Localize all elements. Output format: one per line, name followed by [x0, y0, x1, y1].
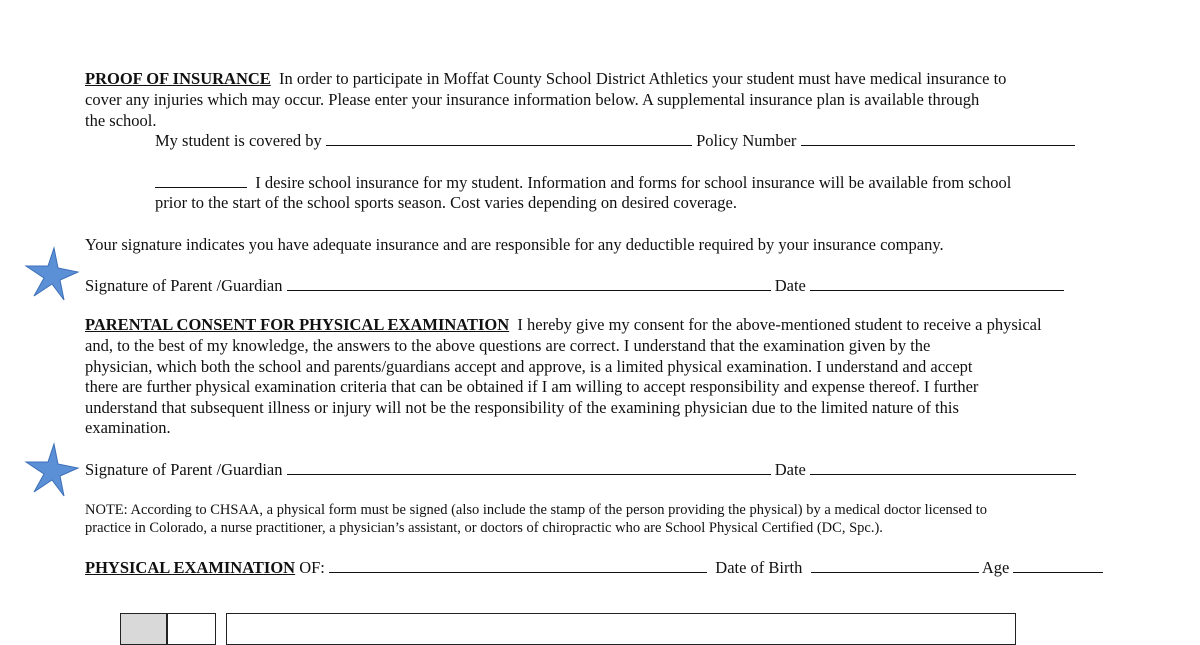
coverage-row	[155, 131, 1075, 151]
school-insurance-checkbox-field[interactable]	[155, 173, 247, 188]
table-cell	[166, 613, 216, 645]
consent-text: understand that subsequent illness or injury will not be the responsibility of the examining physician due to the limited nature of this	[85, 398, 959, 417]
insurance-paragraph-line	[85, 69, 1006, 89]
star-icon	[24, 442, 80, 498]
signature-note: Your signature indicates you have adequate insurance and are responsible for any deductible required by your insurance company.	[85, 235, 944, 254]
insurance-heading: PROOF OF INSURANCE	[85, 69, 271, 88]
school-insurance-text: I desire school insurance for my student. Information and forms for school insurance will be available from school	[255, 173, 1012, 192]
insurance-text: cover any injuries which may occur. Please enter your insurance information below. A supplemental insurance plan is available through	[85, 90, 980, 109]
covered-by-label: My student is covered by	[155, 131, 322, 150]
school-insurance-row	[155, 173, 1011, 193]
consent-signature-field[interactable]	[287, 460, 771, 475]
insurance-signature-row	[85, 276, 1064, 296]
consent-text: physician, which both the school and parents/guardians accept and approve, is a limited physical examination. I understand and accept	[85, 357, 973, 376]
policy-number-field[interactable]	[801, 131, 1075, 146]
table-cell	[226, 613, 1016, 645]
of-label: OF:	[299, 558, 325, 577]
student-name-field[interactable]	[329, 558, 707, 573]
dob-field[interactable]	[811, 558, 979, 573]
signature-label: Signature of Parent /Guardian	[85, 276, 283, 295]
star-icon	[24, 246, 80, 302]
consent-text: there are further physical examination criteria that can be obtained if I am willing to accept responsibility and expense thereof. I further	[85, 377, 979, 396]
table-cell-shaded	[120, 613, 168, 645]
consent-paragraph-line	[85, 315, 1042, 335]
insurance-provider-field[interactable]	[326, 131, 692, 146]
insurance-text: the school.	[85, 111, 157, 130]
insurance-signature-field[interactable]	[287, 276, 771, 291]
insurance-date-field[interactable]	[810, 276, 1064, 291]
consent-text: and, to the best of my knowledge, the answers to the above questions are correct. I understand that the examination given by the	[85, 336, 931, 355]
consent-signature-row	[85, 460, 1076, 480]
consent-text: examination.	[85, 418, 171, 437]
physical-exam-heading: PHYSICAL EXAMINATION	[85, 558, 296, 577]
date-label: Date	[774, 460, 806, 479]
signature-label: Signature of Parent /Guardian	[85, 460, 283, 479]
age-field[interactable]	[1013, 558, 1103, 573]
chsaa-note: practice in Colorado, a nurse practitioner, a physician’s assistant, or doctors of chiropractic who are School Physical Certified (DC, Spc.).	[85, 520, 883, 536]
insurance-text: In order to participate in Moffat County School District Athletics your student must have medical insurance to	[279, 69, 1007, 88]
school-insurance-text: prior to the start of the school sports season. Cost varies depending on desired coverage.	[155, 193, 737, 212]
consent-date-field[interactable]	[810, 460, 1076, 475]
chsaa-note: NOTE: According to CHSAA, a physical form must be signed (also include the stamp of the person providing the physical) by a medical doctor licensed to	[85, 502, 988, 518]
policy-number-label: Policy Number	[696, 131, 797, 150]
physical-exam-row	[85, 558, 1103, 578]
date-label: Date	[774, 276, 806, 295]
consent-text: I hereby give my consent for the above-mentioned student to receive a physical	[517, 315, 1042, 334]
dob-label: Date of Birth	[715, 558, 803, 577]
age-label: Age	[981, 558, 1010, 577]
consent-heading: PARENTAL CONSENT FOR PHYSICAL EXAMINATION	[85, 315, 510, 334]
